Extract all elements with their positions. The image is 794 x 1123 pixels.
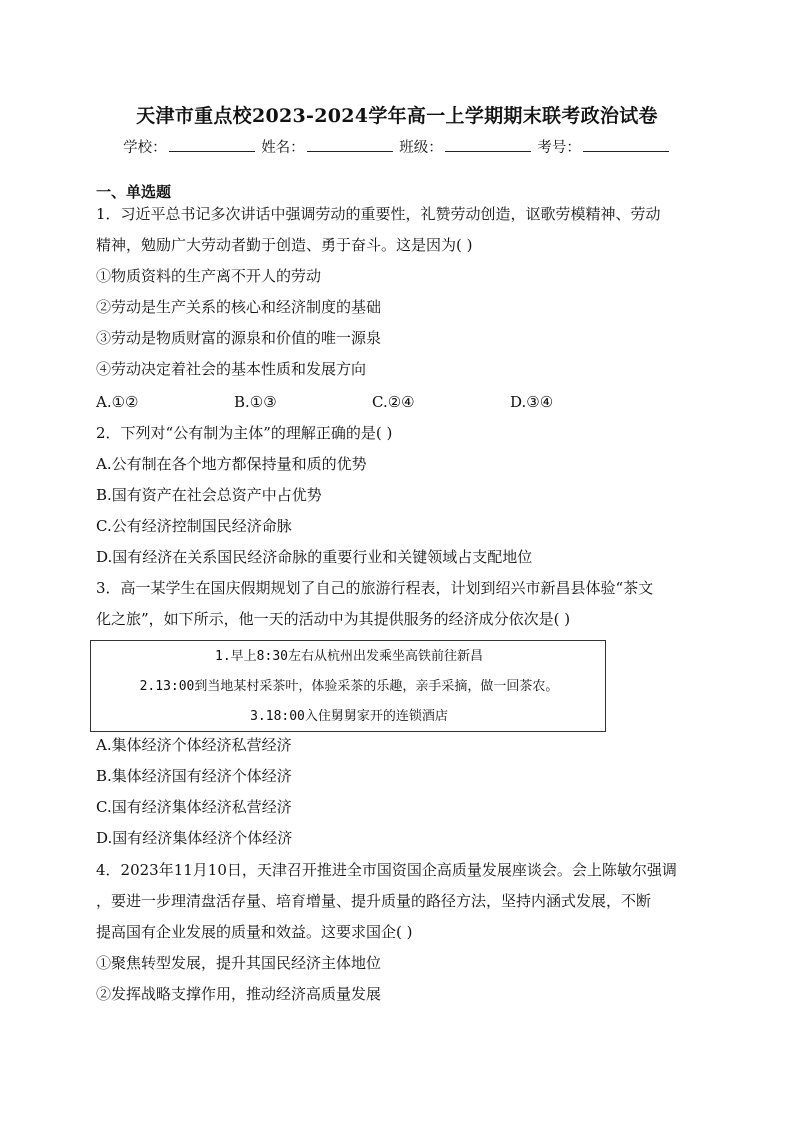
- school-label: 学校：: [123, 140, 167, 156]
- number-label: 考号：: [537, 140, 581, 156]
- q3-stem-line2: 化之旅”，如下所示，他一天的活动中为其提供服务的经济成分依次是( ): [96, 610, 571, 628]
- itinerary-row-1: 1.早上8:30左右从杭州出发乘坐高铁前往新昌: [215, 649, 483, 664]
- itinerary-box: [90, 640, 606, 732]
- q4-item-1: ①聚焦转型发展，提升其国民经济主体地位: [96, 954, 382, 972]
- q3-option-c[interactable]: C.国有经济集体经济私营经济: [96, 798, 292, 816]
- q2-option-d[interactable]: D.国有经济在关系国民经济命脉的重要行业和关键领域占支配地位: [96, 548, 533, 566]
- q1-item-3: ③劳动是物质财富的源泉和价值的唯一源泉: [96, 329, 382, 347]
- q2-option-b[interactable]: B.国有资产在社会总资产中占优势: [96, 486, 322, 504]
- q1-item-4: ④劳动决定着社会的基本性质和发展方向: [96, 360, 367, 378]
- q3-option-b[interactable]: B.集体经济国有经济个体经济: [96, 767, 292, 785]
- q4-item-2: ②发挥战略支撑作用，推动经济高质量发展: [96, 985, 382, 1003]
- q4-stem-line2: ，要进一步理清盘活存量、培育增量、提升质量的路径方法，坚持内涵式发展，不断: [96, 892, 652, 910]
- page-title: 天津市重点校2023-2024学年高一上学期期末联考政治试卷: [136, 105, 658, 127]
- itinerary-row-2: 2.13:00到当地某村采茶叶，体验采茶的乐趣，亲手采摘，做一回茶农。: [139, 679, 559, 694]
- class-label: 班级：: [399, 140, 443, 156]
- q3-stem-line1: 3．高一某学生在国庆假期规划了自己的旅游行程表，计划到绍兴市新昌县体验“茶文: [96, 579, 654, 597]
- q1-stem-line1: 1．习近平总书记多次讲话中强调劳动的重要性，礼赞劳动创造，讴歌劳模精神、劳动: [96, 205, 661, 223]
- section-heading: 一、单选题: [96, 183, 172, 201]
- q4-stem-line3: 提高国有企业发展的质量和效益。这要求国企( ): [96, 923, 413, 941]
- name-label: 姓名：: [261, 140, 305, 156]
- school-blank[interactable]: [169, 138, 255, 152]
- q1-item-2: ②劳动是生产关系的核心和经济制度的基础: [96, 298, 382, 316]
- q2-stem: 2．下列对“公有制为主体”的理解正确的是( ): [96, 424, 393, 442]
- q3-option-a[interactable]: A.集体经济个体经济私营经济: [96, 736, 292, 754]
- q1-stem-line2: 精神，勉励广大劳动者勤于创造、勇于奋斗。这是因为( ): [96, 236, 473, 254]
- student-info-line: [0, 136, 794, 157]
- q2-option-a[interactable]: A.公有制在各个地方都保持量和质的优势: [96, 455, 367, 473]
- q3-option-d[interactable]: D.国有经济集体经济个体经济: [96, 829, 293, 847]
- q1-item-1: ①物质资料的生产离不开人的劳动: [96, 267, 322, 285]
- q1-option-c[interactable]: C.②④: [372, 393, 415, 411]
- q1-option-b[interactable]: B.①③: [234, 393, 277, 411]
- q1-option-d[interactable]: D.③④: [510, 393, 554, 411]
- itinerary-row-3: 3.18:00入住舅舅家开的连锁酒店: [250, 709, 448, 724]
- q1-option-a[interactable]: A.①②: [96, 393, 139, 411]
- class-blank[interactable]: [445, 138, 531, 152]
- q4-stem-line1: 4．2023年11月10日，天津召开推进全市国资国企高质量发展座谈会。会上陈敏尔强调: [96, 861, 677, 879]
- q2-option-c[interactable]: C.公有经济控制国民经济命脉: [96, 517, 292, 535]
- name-blank[interactable]: [307, 138, 393, 152]
- number-blank[interactable]: [583, 138, 669, 152]
